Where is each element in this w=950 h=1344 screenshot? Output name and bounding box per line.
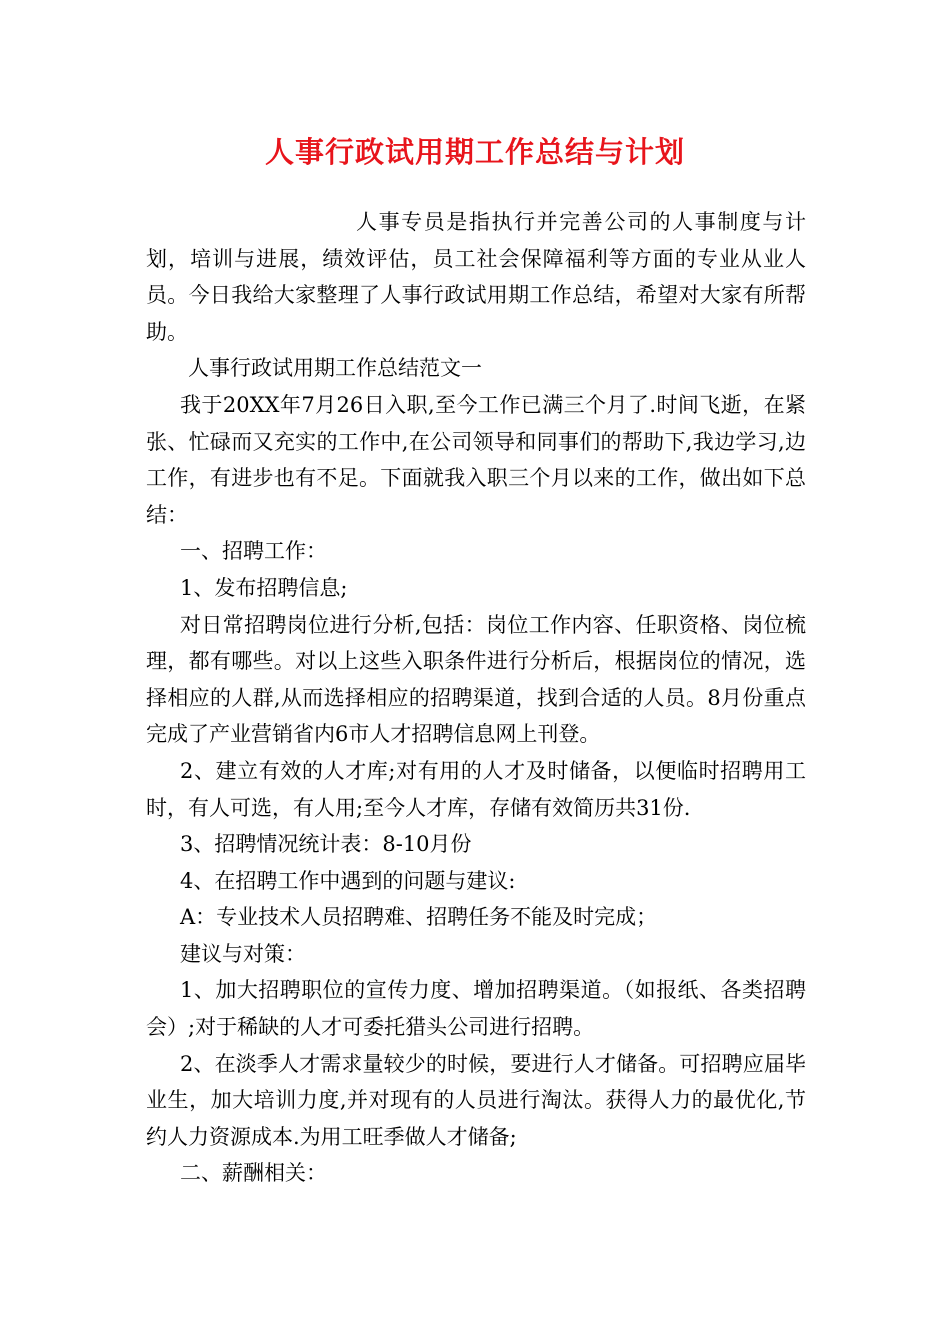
item-problems-suggestions: 4、在招聘工作中遇到的问题与建议: [180,868,516,893]
paragraph-position-analysis: 对日常招聘岗位进行分析,包括：岗位工作内容、任职资格、岗位梳理，都有哪些。对以上这些入职条件进行分析后，根据岗位的情况，选择相应的人群,从而选择相应的招聘渠道，找到合适的人员。8月份重点完成了产业营销省内6市人才招聘信息网上刊登。 [146,612,806,747]
document-body [146,204,806,1192]
section-heading-sample-one: 人事行政试用期工作总结范文一 [188,356,482,381]
problem-a: A：专业技术人员招聘难、招聘任务不能及时完成； [180,905,658,930]
item-talent-pool: 2、建立有效的人才库;对有用的人才及时储备，以便临时招聘用工时，有人可选，有人用;至今人才库，存储有效简历共31份. [146,758,806,820]
suggestion-1: 1、加大招聘职位的宣传力度、增加招聘渠道。（如报纸、各类招聘会）;对于稀缺的人才可委托猎头公司进行招聘。 [146,978,806,1040]
intro-paragraph: 人事专员是指执行并完善公司的人事制度与计划，培训与进展，绩效评估，员工社会保障福利等方面的专业从业人员。今日我给大家整理了人事行政试用期工作总结，希望对大家有所帮助。 [146,210,806,344]
heading-compensation: 二、薪酬相关： [180,1161,327,1186]
paragraph-entry: 我于20XX年7月26日入职,至今工作已满三个月了.时间飞逝，在紧张、忙碌而又充实的工作中,在公司领导和同事们的帮助下,我边学习,边工作，有进步也有不足。下面就我入职三个月以来的工作，做出如下总结： [146,392,806,527]
item-recruitment-stats: 3、招聘情况统计表：8-10月份 [180,832,472,857]
item-publish-recruitment: 1、发布招聘信息; [180,575,348,600]
document-title: 人事行政试用期工作总结与计划 [264,135,685,169]
heading-suggestions: 建议与对策： [180,941,306,966]
heading-recruitment: 一、招聘工作： [180,539,327,564]
suggestion-2: 2、在淡季人才需求量较少的时候，要进行人才储备。可招聘应届毕业生，加大培训力度,并对现有的人员进行淘汰。获得人力的最优化,节约人力资源成本.为用工旺季做人才储备; [146,1051,806,1149]
